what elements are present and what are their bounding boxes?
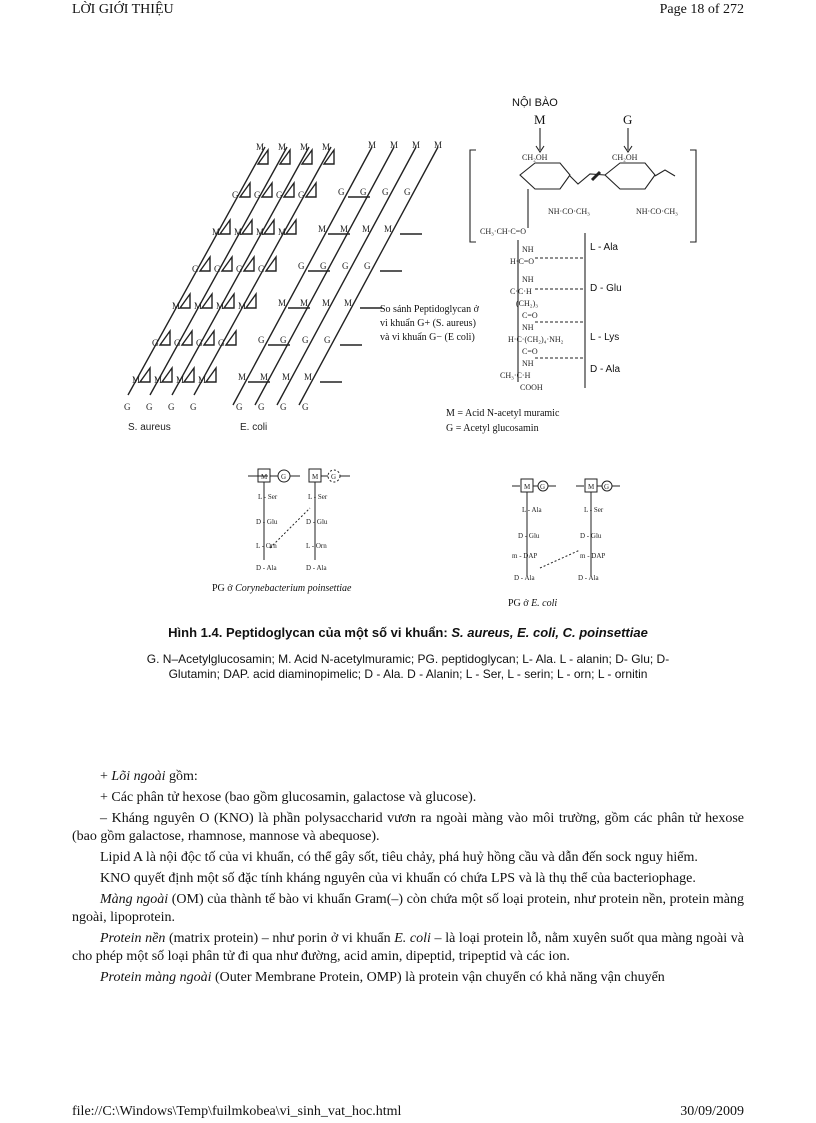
svg-text:D - Glu: D - Glu xyxy=(518,532,540,540)
footer-date: 30/09/2009 xyxy=(680,1104,744,1119)
paragraph: Protein nền (matrix protein) – như porin ở vi khuẩn E. coli – là loại protein lỗ, nằm xuyên suốt qua màng ngoài và cho phép một số loại phân tử đi qua như đường, acid amin, dipeptid, tripeptid và các ion. xyxy=(72,931,745,964)
paragraph: Protein màng ngoài (Outer Membrane Protein, OMP) là protein vận chuyển có khả năng vận chuyển xyxy=(100,970,665,985)
svg-text:M: M xyxy=(176,375,185,385)
svg-text:M: M xyxy=(154,375,163,385)
svg-text:M: M xyxy=(368,140,377,150)
paragraph: Lipid A là nội độc tố của vi khuẩn, có thể gây sốt, tiêu chảy, phá huỷ hồng cầu và dẫn đến sock nguy hiểm. xyxy=(100,850,698,865)
svg-text:(CH₂)₃: (CH₂)₃ xyxy=(516,299,539,308)
figure-caption-legend: G. N–Acetylglucosamin; M. Acid N-acetylmuramic; PG. peptidoglycan; L- Ala. L - alanin; D- Glu; D- Glutamin; DAP. acid diaminopimelic; D - Ala. D - Alanin; L - Ser, L - serin; L - orn; L - ornitin xyxy=(146,652,670,681)
aa-d-ala: D - Ala xyxy=(590,364,621,375)
svg-text:NH: NH xyxy=(522,245,534,254)
svg-text:M: M xyxy=(194,301,203,311)
svg-text:M: M xyxy=(434,140,443,150)
svg-text:G: G xyxy=(604,483,610,491)
svg-text:G: G xyxy=(258,264,265,274)
svg-text:G: G xyxy=(236,264,243,274)
svg-text:CH₂OH: CH₂OH xyxy=(612,153,638,162)
svg-text:M: M xyxy=(278,298,287,308)
svg-text:G: G xyxy=(168,402,175,412)
svg-text:M: M xyxy=(261,473,268,481)
svg-text:G: G xyxy=(280,402,287,412)
paragraph: Màng ngoài (OM) của thành tế bào vi khuẩn Gram(–) còn chứa một số loại protein, như protein nền, protein màng ngoài, lipoprotein. xyxy=(72,892,744,925)
svg-text:NH: NH xyxy=(522,359,534,368)
svg-text:G: G xyxy=(276,190,283,200)
svg-text:L - Orn: L - Orn xyxy=(306,542,327,550)
svg-text:M: M xyxy=(172,301,181,311)
svg-text:M: M xyxy=(234,227,243,237)
svg-text:m - DAP: m - DAP xyxy=(580,552,606,560)
header-page-number: Page 18 of 272 xyxy=(659,2,744,17)
svg-text:NH·CO·CH₃: NH·CO·CH₃ xyxy=(636,207,678,216)
paragraph: – Kháng nguyên O (KNO) là phần polysaccharid vươn ra ngoài màng vào môi trường, gồm các phân tử hexose (bao gồm galactose, rhamnose, mannose và abequose). xyxy=(72,811,744,844)
svg-text:G: G xyxy=(152,338,159,348)
svg-text:G: G xyxy=(218,338,225,348)
label-e-coli: E. coli xyxy=(240,422,268,433)
svg-text:G: G xyxy=(190,402,197,412)
svg-text:G: G xyxy=(254,190,261,200)
svg-text:G: G xyxy=(324,335,331,345)
svg-text:M: M xyxy=(300,298,309,308)
compare-line-2: vi khuẩn G+ (S. aureus) xyxy=(380,318,476,329)
footer-file-path[interactable]: file://C:\Windows\Temp\fuilmkobea\vi_sinh_vat_hoc.html xyxy=(72,1104,402,1119)
svg-text:M: M xyxy=(322,298,331,308)
svg-text:G: G xyxy=(320,261,327,271)
svg-text:M: M xyxy=(216,301,225,311)
svg-text:C·C·H: C·C·H xyxy=(510,287,532,296)
svg-text:M: M xyxy=(198,375,207,385)
svg-text:G: G xyxy=(364,261,371,271)
ecoli-diagram xyxy=(512,479,620,576)
svg-text:CH₃·CH·C=O: CH₃·CH·C=O xyxy=(480,227,526,236)
comparison-note xyxy=(380,304,480,343)
svg-text:G: G xyxy=(174,338,181,348)
svg-text:L - Ser: L - Ser xyxy=(584,506,604,514)
molecular-labels xyxy=(480,153,678,392)
svg-text:M: M xyxy=(300,142,309,152)
svg-text:M: M xyxy=(362,224,371,234)
paragraph: + Các phân tử hexose (bao gồm glucosamin, galactose và glucose). xyxy=(100,790,477,805)
aa-d-glu: D - Glu xyxy=(590,283,622,294)
svg-text:M: M xyxy=(256,227,265,237)
svg-text:G: G xyxy=(338,187,345,197)
svg-text:M: M xyxy=(384,224,393,234)
svg-text:G: G xyxy=(360,187,367,197)
g-unit-label: G xyxy=(623,112,633,127)
aa-l-lys: L - Lys xyxy=(590,332,620,343)
svg-text:L - Ser: L - Ser xyxy=(308,493,328,501)
svg-text:M: M xyxy=(344,298,353,308)
svg-text:M: M xyxy=(282,372,291,382)
svg-text:M: M xyxy=(412,140,421,150)
svg-text:H·C=O: H·C=O xyxy=(510,257,535,266)
svg-text:D - Ala: D - Ala xyxy=(256,564,277,572)
svg-text:D - Ala: D - Ala xyxy=(514,574,535,582)
peptidoglycan-lattice xyxy=(128,147,438,405)
svg-text:M: M xyxy=(238,301,247,311)
svg-text:m - DAP: m - DAP xyxy=(512,552,538,560)
svg-text:CH₂OH: CH₂OH xyxy=(522,153,548,162)
svg-text:M: M xyxy=(524,483,531,491)
svg-text:G: G xyxy=(404,187,411,197)
svg-text:G: G xyxy=(146,402,153,412)
compare-line-3: và vi khuẩn G− (E coli) xyxy=(380,332,475,343)
svg-text:M: M xyxy=(340,224,349,234)
svg-text:M: M xyxy=(304,372,313,382)
pg-coryne-caption: PG ở Corynebacterium poinsettiae xyxy=(212,583,352,594)
svg-text:L - Orn: L - Orn xyxy=(256,542,277,550)
svg-text:D - Glu: D - Glu xyxy=(306,518,328,526)
svg-text:D - Ala: D - Ala xyxy=(578,574,599,582)
m-unit-label: M xyxy=(534,112,546,127)
label-s-aureus: S. aureus xyxy=(128,422,171,433)
svg-text:G: G xyxy=(281,473,287,481)
svg-text:H·C·(CH₂)₄·NH₂: H·C·(CH₂)₄·NH₂ xyxy=(508,335,564,344)
aa-l-ala: L - Ala xyxy=(590,242,618,253)
svg-text:M: M xyxy=(132,375,141,385)
svg-text:M: M xyxy=(312,473,319,481)
svg-text:M: M xyxy=(318,224,327,234)
svg-text:L - Ser: L - Ser xyxy=(258,493,278,501)
svg-text:C=O: C=O xyxy=(522,311,538,320)
svg-text:G: G xyxy=(302,402,309,412)
svg-text:G: G xyxy=(258,335,265,345)
svg-text:G: G xyxy=(331,473,337,481)
header-section-title: LỜI GIỚI THIỆU xyxy=(72,2,174,17)
svg-text:G: G xyxy=(124,402,131,412)
svg-text:COOH: COOH xyxy=(520,383,543,392)
pg-ecoli-caption: PG ở E. coli xyxy=(508,598,558,609)
svg-text:M: M xyxy=(588,483,595,491)
svg-text:M: M xyxy=(256,142,265,152)
paragraph: KNO quyết định một số đặc tính kháng nguyên của vi khuẩn có chứa LPS và là thụ thể của bacteriophage. xyxy=(100,871,696,886)
molecular-structure xyxy=(470,128,696,388)
svg-text:G: G xyxy=(258,402,265,412)
svg-text:D - Ala: D - Ala xyxy=(306,564,327,572)
svg-text:C=O: C=O xyxy=(522,347,538,356)
svg-text:M: M xyxy=(322,142,331,152)
figure-caption-title: Hình 1.4. Peptidoglycan của một số vi khuẩn: S. aureus, E. coli, C. poinsettiae xyxy=(168,625,648,640)
svg-text:NH: NH xyxy=(522,275,534,284)
compare-line-1: So sánh Peptidoglycan ở xyxy=(380,304,479,315)
svg-text:L - Ala: L - Ala xyxy=(522,506,542,514)
svg-text:M: M xyxy=(390,140,399,150)
svg-text:M: M xyxy=(278,142,287,152)
svg-text:NH·CO·CH₃: NH·CO·CH₃ xyxy=(548,207,590,216)
svg-text:M: M xyxy=(212,227,221,237)
svg-text:NH: NH xyxy=(522,323,534,332)
svg-text:G: G xyxy=(280,335,287,345)
paragraph: + Lõi ngoài gồm: xyxy=(100,769,198,784)
svg-text:M: M xyxy=(238,372,247,382)
svg-text:G: G xyxy=(196,338,203,348)
svg-text:G: G xyxy=(342,261,349,271)
legend-g: G = Acetyl glucosamin xyxy=(446,423,539,434)
body-text xyxy=(72,768,744,990)
svg-text:G: G xyxy=(214,264,221,274)
svg-text:G: G xyxy=(298,190,305,200)
noi-bao-label: NỘI BÀO xyxy=(512,97,558,109)
svg-text:G: G xyxy=(236,402,243,412)
svg-text:D - Glu: D - Glu xyxy=(256,518,278,526)
svg-text:G: G xyxy=(540,483,546,491)
svg-text:M: M xyxy=(260,372,269,382)
svg-text:G: G xyxy=(302,335,309,345)
svg-text:G: G xyxy=(382,187,389,197)
svg-text:G: G xyxy=(298,261,305,271)
svg-text:CH₃·C·H: CH₃·C·H xyxy=(500,371,531,380)
svg-text:M: M xyxy=(278,227,287,237)
legend-m: M = Acid N-acetyl muramic xyxy=(446,408,560,419)
svg-text:G: G xyxy=(192,264,199,274)
svg-text:D - Glu: D - Glu xyxy=(580,532,602,540)
svg-text:G: G xyxy=(232,190,239,200)
